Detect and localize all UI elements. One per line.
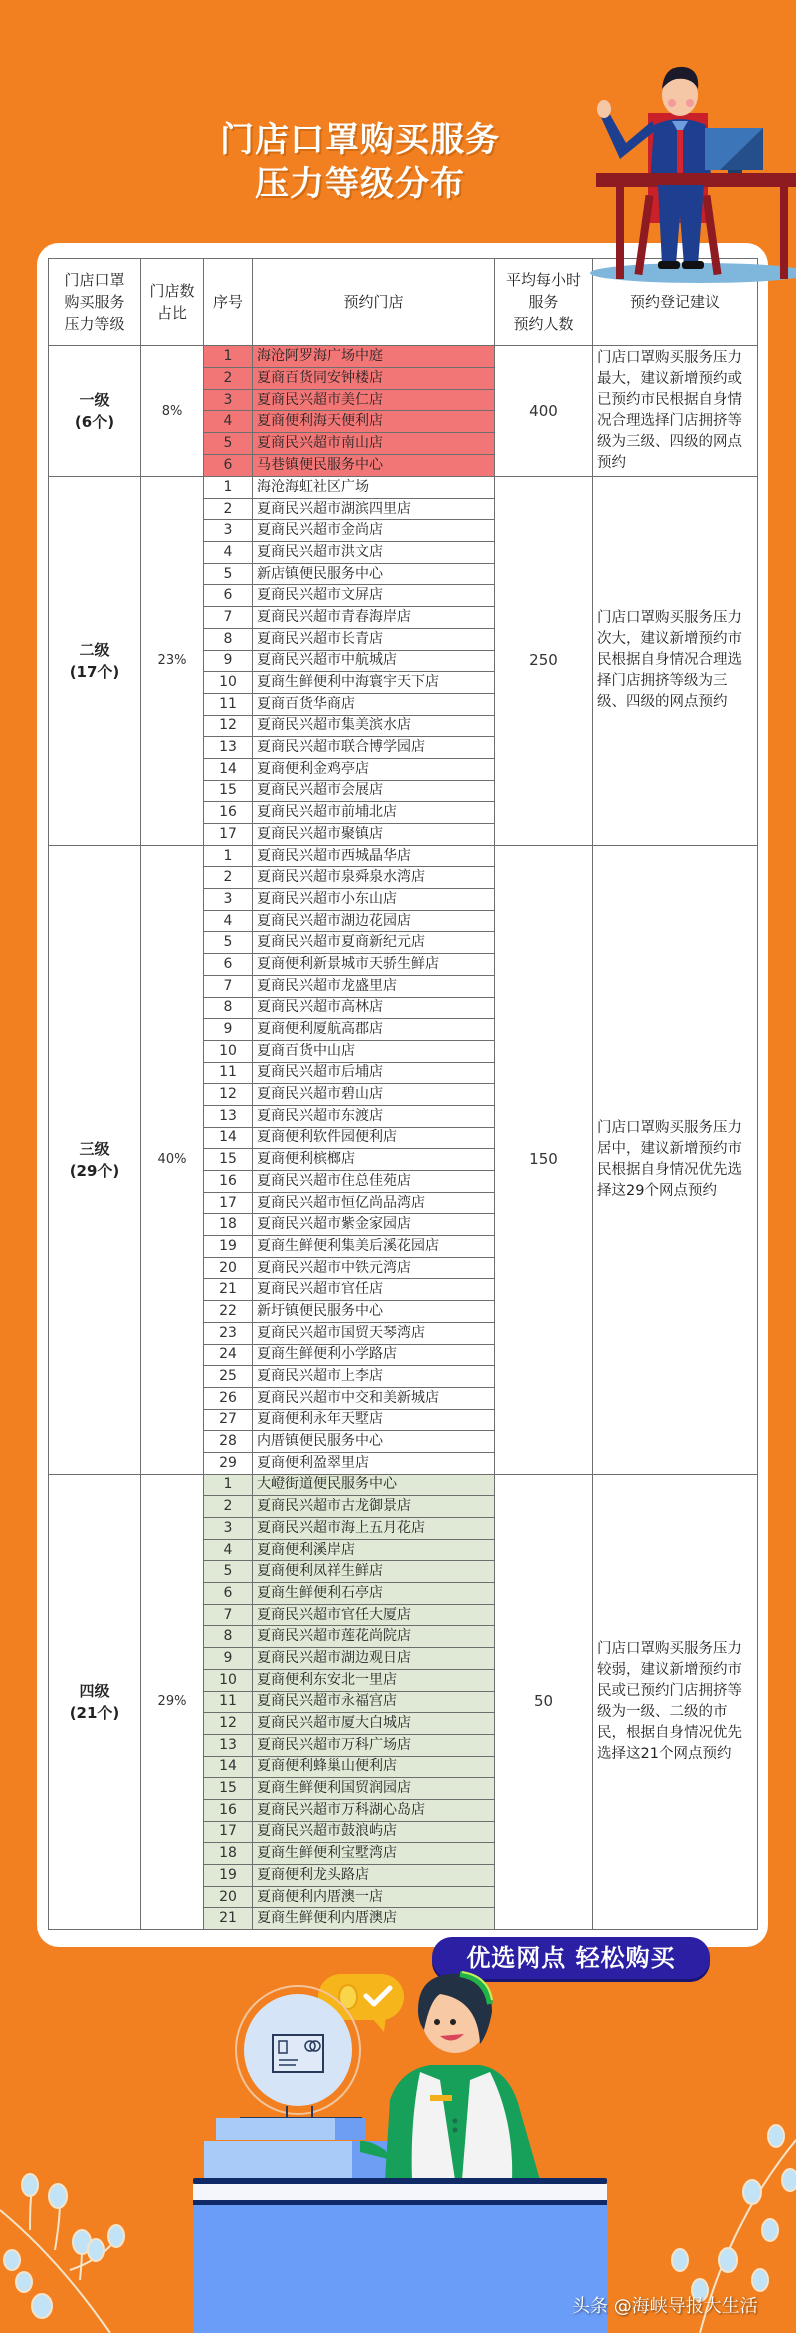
store-name-cell: 夏商民兴超市聚镇店: [253, 824, 495, 846]
store-name-cell: 夏商百货华商店: [253, 693, 495, 715]
watermark-text: 头条 @海峡导报大生活: [572, 2296, 758, 2317]
seq-cell: 4: [204, 411, 253, 433]
store-name-cell: 夏商民兴超市碧山店: [253, 1084, 495, 1106]
seq-cell: 2: [204, 367, 253, 389]
seq-cell: 18: [204, 1214, 253, 1236]
seq-cell: 2: [204, 1496, 253, 1518]
store-name-cell: 夏商民兴超市湖边花园店: [253, 910, 495, 932]
seq-cell: 12: [204, 715, 253, 737]
avg-per-hour-cell: 150: [495, 845, 593, 1474]
seq-cell: 4: [204, 1539, 253, 1561]
store-name-cell: 夏商民兴超市国贸天琴湾店: [253, 1322, 495, 1344]
store-name-cell: 夏商民兴超市永福宫店: [253, 1691, 495, 1713]
seq-cell: 25: [204, 1366, 253, 1388]
seq-cell: 13: [204, 737, 253, 759]
store-name-cell: 夏商民兴超市中航城店: [253, 650, 495, 672]
store-name-cell: 海沧阿罗海广场中庭: [253, 346, 495, 368]
header-text: 平均每小时: [505, 271, 581, 289]
store-name-cell: 新店镇便民服务中心: [253, 563, 495, 585]
store-ratio-cell: 23%: [141, 477, 204, 846]
seq-cell: 3: [204, 389, 253, 411]
seq-cell: 15: [204, 1149, 253, 1171]
header-text: 预约人数: [513, 315, 574, 333]
seq-cell: 5: [204, 1561, 253, 1583]
store-name-cell: 夏商生鲜便利中海寰宇天下店: [253, 672, 495, 694]
cashier-counter-illustration: [0, 1960, 796, 2333]
seq-cell: 18: [204, 1843, 253, 1865]
store-name-cell: 新圩镇便民服务中心: [253, 1301, 495, 1323]
table-body: [49, 346, 758, 1930]
store-name-cell: 大嶝街道便民服务中心: [253, 1474, 495, 1496]
level-name: 三级: [79, 1139, 110, 1158]
level-store-count: (21个): [69, 1703, 120, 1722]
store-name-cell: 夏商民兴超市官任大厦店: [253, 1604, 495, 1626]
store-name-cell: 夏商民兴超市高林店: [253, 997, 495, 1019]
table-row: [49, 477, 758, 499]
seq-cell: 6: [204, 1583, 253, 1605]
store-name-cell: 夏商便利海天便利店: [253, 411, 495, 433]
seq-cell: 15: [204, 780, 253, 802]
store-pressure-table: [48, 258, 758, 1930]
header-text: 门店口罩: [64, 271, 125, 289]
level-name: 一级: [79, 391, 110, 409]
store-name-cell: 夏商民兴超市文屏店: [253, 585, 495, 607]
advice-cell: 门店口罩购买服务压力居中，建议新增预约市民根据自身情况优先选择这29个网点预约: [593, 845, 758, 1474]
seq-cell: 23: [204, 1322, 253, 1344]
seq-cell: 3: [204, 520, 253, 542]
advice-cell: 门店口罩购买服务压力次大，建议新增预约市民根据自身情况合理选择门店拥挤等级为三级、四级的网点预约: [593, 477, 758, 846]
level-store-count: (29个): [69, 1161, 120, 1180]
seq-cell: 11: [204, 1691, 253, 1713]
store-name-cell: 夏商生鲜便利小学路店: [253, 1344, 495, 1366]
store-name-cell: 夏商便利盈翠里店: [253, 1452, 495, 1474]
seq-cell: 4: [204, 910, 253, 932]
store-name-cell: 内厝镇便民服务中心: [253, 1431, 495, 1453]
store-name-cell: 夏商民兴超市后埔店: [253, 1062, 495, 1084]
seq-cell: 10: [204, 1669, 253, 1691]
store-name-cell: 夏商民兴超市东渡店: [253, 1105, 495, 1127]
seq-cell: 8: [204, 628, 253, 650]
seq-cell: 1: [204, 845, 253, 867]
header-store-ratio: [141, 259, 204, 346]
seq-cell: 10: [204, 672, 253, 694]
seq-cell: 21: [204, 1908, 253, 1930]
leaf-branch-left-icon: [0, 2174, 124, 2333]
card-terminal-icon: [236, 1986, 362, 2118]
header-seq: 序号: [204, 259, 253, 346]
store-name-cell: 夏商生鲜便利内厝澳店: [253, 1908, 495, 1930]
store-name-cell: 夏商便利新景城市天骄生鲜店: [253, 954, 495, 976]
seq-cell: 20: [204, 1257, 253, 1279]
seq-cell: 7: [204, 1604, 253, 1626]
seq-cell: 16: [204, 1799, 253, 1821]
seq-cell: 10: [204, 1040, 253, 1062]
seq-cell: 3: [204, 1518, 253, 1540]
seq-cell: 19: [204, 1865, 253, 1887]
store-name-cell: 夏商便利永年天墅店: [253, 1409, 495, 1431]
seq-cell: 6: [204, 455, 253, 477]
store-name-cell: 海沧海虹社区广场: [253, 477, 495, 499]
level-store-count: (6个): [74, 413, 115, 431]
page-title-line-2: 压力等级分布: [255, 164, 465, 204]
seq-cell: 9: [204, 1019, 253, 1041]
seq-cell: 14: [204, 1756, 253, 1778]
avg-per-hour-cell: 400: [495, 346, 593, 477]
seq-cell: 4: [204, 542, 253, 564]
seq-cell: 17: [204, 1192, 253, 1214]
store-name-cell: 夏商便利蜂巢山便利店: [253, 1756, 495, 1778]
store-name-cell: 夏商民兴超市湖边观日店: [253, 1648, 495, 1670]
seq-cell: 9: [204, 1648, 253, 1670]
store-name-cell: 夏商便利槟榔店: [253, 1149, 495, 1171]
seq-cell: 14: [204, 758, 253, 780]
table-row: [49, 1474, 758, 1496]
seq-cell: 13: [204, 1734, 253, 1756]
store-name-cell: 夏商便利溪岸店: [253, 1539, 495, 1561]
store-name-cell: 夏商民兴超市中交和美新城店: [253, 1387, 495, 1409]
pressure-level-cell: [49, 845, 141, 1474]
store-name-cell: 夏商便利软件园便利店: [253, 1127, 495, 1149]
store-name-cell: 夏商民兴超市西城晶华店: [253, 845, 495, 867]
store-name-cell: 夏商民兴超市龙盛里店: [253, 975, 495, 997]
store-ratio-cell: 29%: [141, 1474, 204, 1929]
header-store: 预约门店: [253, 259, 495, 346]
seq-cell: 16: [204, 802, 253, 824]
store-name-cell: 夏商民兴超市中铁元湾店: [253, 1257, 495, 1279]
store-name-cell: 夏商民兴超市恒亿尚品湾店: [253, 1192, 495, 1214]
level-name: 四级: [79, 1681, 110, 1700]
store-name-cell: 夏商民兴超市厦大白城店: [253, 1713, 495, 1735]
office-worker-illustration: [580, 55, 796, 290]
store-name-cell: 夏商民兴超市洪文店: [253, 542, 495, 564]
seq-cell: 13: [204, 1105, 253, 1127]
seq-cell: 20: [204, 1886, 253, 1908]
table-row: [49, 346, 758, 368]
seq-cell: 15: [204, 1778, 253, 1800]
pressure-level-cell: [49, 1474, 141, 1929]
header-avg-per-hour: [495, 259, 593, 346]
store-name-cell: 夏商民兴超市金尚店: [253, 520, 495, 542]
store-name-cell: 夏商民兴超市住总佳苑店: [253, 1171, 495, 1193]
seq-cell: 12: [204, 1713, 253, 1735]
table-row: [49, 845, 758, 867]
store-name-cell: 夏商生鲜便利集美后溪花园店: [253, 1236, 495, 1258]
seq-cell: 6: [204, 954, 253, 976]
store-name-cell: 夏商民兴超市小东山店: [253, 889, 495, 911]
store-name-cell: 夏商民兴超市鼓浪屿店: [253, 1821, 495, 1843]
seq-cell: 7: [204, 975, 253, 997]
store-name-cell: 马巷镇便民服务中心: [253, 455, 495, 477]
store-name-cell: 夏商民兴超市集美滨水店: [253, 715, 495, 737]
store-name-cell: 夏商民兴超市会展店: [253, 780, 495, 802]
seq-cell: 16: [204, 1171, 253, 1193]
store-name-cell: 夏商民兴超市夏商新纪元店: [253, 932, 495, 954]
seq-cell: 9: [204, 650, 253, 672]
seq-cell: 19: [204, 1236, 253, 1258]
store-name-cell: 夏商便利东安北一里店: [253, 1669, 495, 1691]
seq-cell: 5: [204, 563, 253, 585]
seq-cell: 27: [204, 1409, 253, 1431]
store-name-cell: 夏商民兴超市海上五月花店: [253, 1518, 495, 1540]
seq-cell: 7: [204, 607, 253, 629]
store-ratio-cell: 40%: [141, 845, 204, 1474]
store-name-cell: 夏商便利金鸡亭店: [253, 758, 495, 780]
store-name-cell: 夏商百货中山店: [253, 1040, 495, 1062]
header-text: 门店数: [149, 282, 195, 300]
seq-cell: 11: [204, 693, 253, 715]
store-name-cell: 夏商民兴超市联合博学园店: [253, 737, 495, 759]
header-text: 服务: [528, 293, 559, 311]
avg-per-hour-cell: 250: [495, 477, 593, 846]
pressure-level-cell: [49, 346, 141, 477]
seq-cell: 24: [204, 1344, 253, 1366]
level-name: 二级: [79, 640, 110, 659]
seq-cell: 26: [204, 1387, 253, 1409]
seq-cell: 29: [204, 1452, 253, 1474]
seq-cell: 2: [204, 498, 253, 520]
store-name-cell: 夏商民兴超市青春海岸店: [253, 607, 495, 629]
seq-cell: 1: [204, 1474, 253, 1496]
page-title-line-1: 门店口罩购买服务: [220, 120, 500, 160]
store-ratio-cell: 8%: [141, 346, 204, 477]
store-name-cell: 夏商民兴超市湖滨四里店: [253, 498, 495, 520]
advice-cell: 门店口罩购买服务压力较弱，建议新增预约市民或已预约门店拥挤等级为一级、二级的市民，根据自身情况优先选择这21个网点预约: [593, 1474, 758, 1929]
store-name-cell: 夏商便利龙头路店: [253, 1865, 495, 1887]
seq-cell: 1: [204, 346, 253, 368]
seq-cell: 3: [204, 889, 253, 911]
seq-cell: 21: [204, 1279, 253, 1301]
header-advice: 预约登记建议: [593, 259, 758, 346]
store-name-cell: 夏商便利内厝澳一店: [253, 1886, 495, 1908]
store-name-cell: 夏商民兴超市美仁店: [253, 389, 495, 411]
header-text: 压力等级: [64, 315, 125, 333]
store-name-cell: 夏商生鲜便利宝墅湾店: [253, 1843, 495, 1865]
store-name-cell: 夏商民兴超市莲花尚院店: [253, 1626, 495, 1648]
store-name-cell: 夏商便利凤祥生鲜店: [253, 1561, 495, 1583]
seq-cell: 14: [204, 1127, 253, 1149]
seq-cell: 22: [204, 1301, 253, 1323]
store-name-cell: 夏商民兴超市长青店: [253, 628, 495, 650]
store-name-cell: 夏商民兴超市上李店: [253, 1366, 495, 1388]
seq-cell: 12: [204, 1084, 253, 1106]
store-name-cell: 夏商生鲜便利石亭店: [253, 1583, 495, 1605]
store-name-cell: 夏商民兴超市万科湖心岛店: [253, 1799, 495, 1821]
store-name-cell: 夏商民兴超市紫金家园店: [253, 1214, 495, 1236]
header-text: 购买服务: [64, 293, 125, 311]
seq-cell: 17: [204, 1821, 253, 1843]
seq-cell: 8: [204, 997, 253, 1019]
seq-cell: 6: [204, 585, 253, 607]
store-name-cell: 夏商民兴超市泉舜泉水湾店: [253, 867, 495, 889]
store-name-cell: 夏商民兴超市南山店: [253, 433, 495, 455]
store-name-cell: 夏商民兴超市古龙御景店: [253, 1496, 495, 1518]
avg-per-hour-cell: 50: [495, 1474, 593, 1929]
level-store-count: (17个): [69, 662, 120, 681]
pressure-level-cell: [49, 477, 141, 846]
seq-cell: 5: [204, 932, 253, 954]
store-name-cell: 夏商民兴超市万科广场店: [253, 1734, 495, 1756]
seq-cell: 2: [204, 867, 253, 889]
store-name-cell: 夏商民兴超市前埔北店: [253, 802, 495, 824]
header-pressure-level: [49, 259, 141, 346]
slogan-banner: 优选网点 轻松购买: [432, 1937, 710, 1979]
seq-cell: 8: [204, 1626, 253, 1648]
store-name-cell: 夏商民兴超市官任店: [253, 1279, 495, 1301]
store-name-cell: 夏商生鲜便利国贸润园店: [253, 1778, 495, 1800]
seq-cell: 1: [204, 477, 253, 499]
seq-cell: 11: [204, 1062, 253, 1084]
store-name-cell: 夏商百货同安钟楼店: [253, 367, 495, 389]
seq-cell: 28: [204, 1431, 253, 1453]
seq-cell: 5: [204, 433, 253, 455]
header-text: 占比: [156, 304, 187, 322]
advice-cell: 门店口罩购买服务压力最大，建议新增预约或已预约市民根据自身情况合理选择门店拥挤等级为三级、四级的网点预约: [593, 346, 758, 477]
seq-cell: 17: [204, 824, 253, 846]
store-name-cell: 夏商便利厦航高郡店: [253, 1019, 495, 1041]
